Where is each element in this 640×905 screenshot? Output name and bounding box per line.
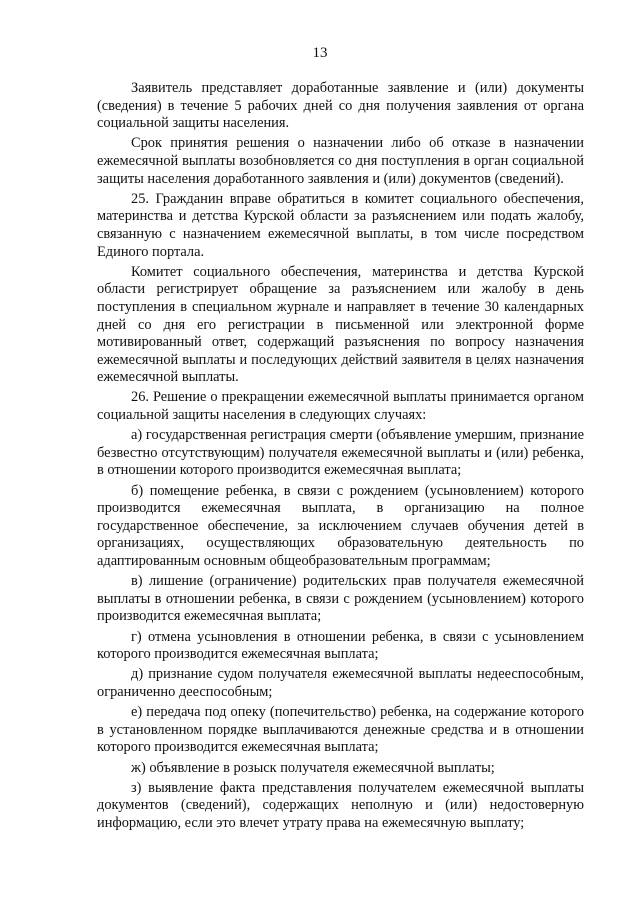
list-item-z: з) выявление факта представления получателем ежемесячной выплаты документов (сведений), содержащих неполную и (или) недостоверную информацию, если это влечет утрату права на ежемесячную выплату;	[97, 779, 584, 831]
paragraph-25-appeal-right: 25. Гражданин вправе обратиться в комитет социального обеспечения, материнства и детства Курской области за разъяснением или подать жалобу, связанную с назначением ежемесячной выплаты, в том числе посредством Единого портала.	[97, 190, 584, 260]
paragraph-resubmission: Заявитель представляет доработанные заявление и (или) документы (сведения) в течение 5 рабочих дней со дня получения заявления от органа социальной защиты населения.	[97, 80, 584, 132]
list-item-g: г) отмена усыновления в отношении ребенка, в связи с усыновлением которого производится ежемесячная выплата;	[97, 628, 584, 663]
paragraph-decision-term: Срок принятия решения о назначении либо об отказе в назначении ежемесячной выплаты возобновляется со дня поступления в орган социальной защиты населения доработанного заявления и (или) документов (сведений).	[97, 135, 584, 187]
page-number: 13	[312, 45, 328, 61]
list-item-b: б) помещение ребенка, в связи с рождением (усыновлением) которого производится ежемесячная выплата, в организацию на полное государственное обеспечение, за исключением случаев обучения детей в организациях, осуществляющих образовательную деятельность по адаптированным основным общеобразовательным программам;	[97, 482, 584, 569]
list-item-v: в) лишение (ограничение) родительских прав получателя ежемесячной выплаты в отношении ребенка, в связи с рождением (усыновлением) которого производится ежемесячная выплата;	[97, 573, 584, 625]
list-item-a: а) государственная регистрация смерти (объявление умершим, признание безвестно отсутствующим) получателя ежемесячной выплаты и (или) ребенка, в отношении которого производится ежемесячная выплата;	[97, 427, 584, 479]
document-body	[97, 80, 584, 835]
paragraph-appeal-registration: Комитет социального обеспечения, материнства и детства Курской области регистрирует обращение за разъяснением или жалобу в день поступления в специальном журнале и направляет в течение 30 календарных дней со дня его регистрации в письменной или электронной форме мотивированный ответ, содержащий разъяснения по вопросу назначения ежемесячной выплаты и последующих действий заявителя в целях назначения ежемесячной выплаты.	[97, 263, 584, 386]
list-item-e: е) передача под опеку (попечительство) ребенка, на содержание которого в установленном порядке выплачиваются денежные средства и в отношении которого производится ежемесячная выплата;	[97, 704, 584, 756]
paragraph-26-termination: 26. Решение о прекращении ежемесячной выплаты принимается органом социальной защиты населения в следующих случаях:	[97, 389, 584, 424]
list-item-d: д) признание судом получателя ежемесячной выплаты недееспособным, ограниченно дееспособным;	[97, 666, 584, 700]
list-item-zh: ж) объявление в розыск получателя ежемесячной выплаты;	[131, 759, 495, 776]
